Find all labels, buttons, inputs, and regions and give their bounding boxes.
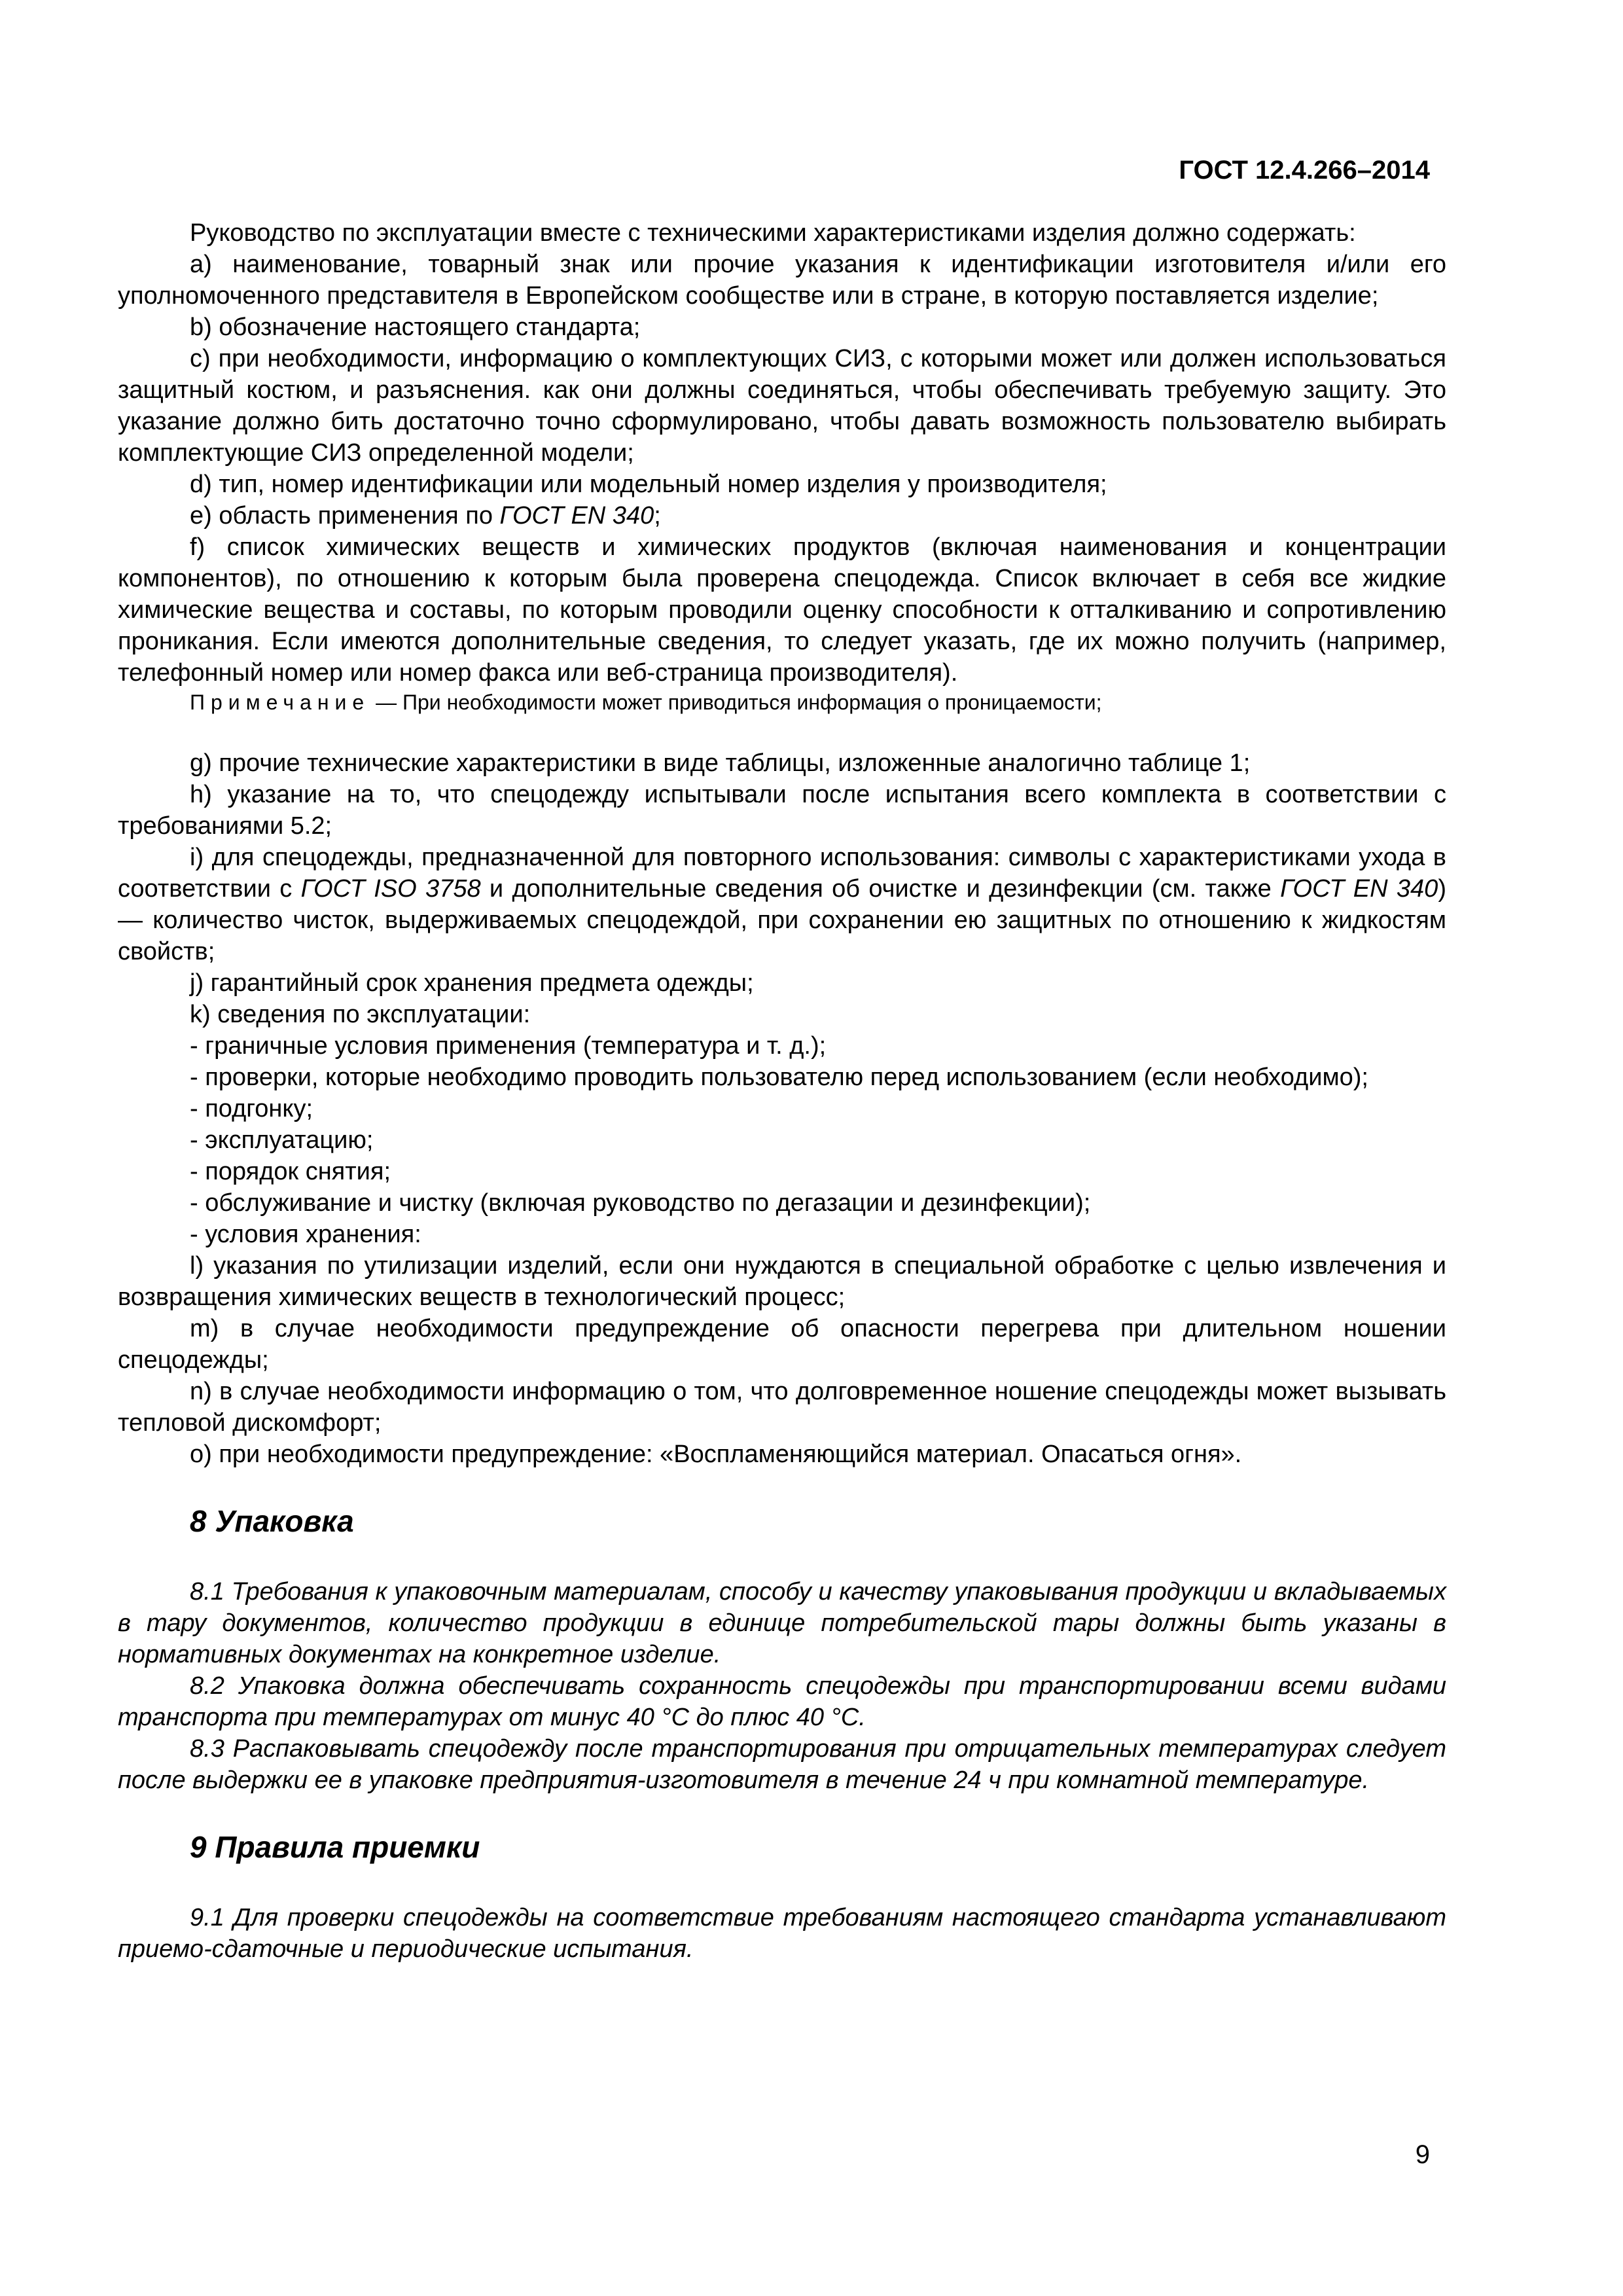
sub-item: - обслуживание и чистку (включая руководство по дегазации и дезинфекции); (190, 1189, 1091, 1217)
list-item-k: k) сведения по эксплуатации: (190, 1001, 531, 1028)
list-item-n: n) в случае необходимости информацию о том, что долговременное ношение спецодежды может вызывать тепловой дискомфорт; (118, 1378, 1446, 1437)
page-number: 9 (1415, 2140, 1430, 2169)
standard-reference: ГОСТ EN 340 (499, 502, 654, 529)
list-item-e (118, 500, 1446, 531)
list-item-g: g) прочие технические характеристики в виде таблицы, изложенные аналогично таблице 1; (190, 749, 1251, 777)
item-e-end: ; (654, 502, 661, 529)
note-text: — При необходимости может приводиться информация о проницаемости; (370, 691, 1102, 714)
standard-reference: ГОСТ EN 340 (1280, 875, 1438, 903)
list-item-m: m) в случае необходимости предупреждение об опасности перегрева при длительном ношении спецодежды; (118, 1315, 1446, 1374)
list-item-l: l) указания по утилизации изделий, если они нуждаются в специальной обработке с целью извлечения и возвращения химических веществ в технологический процесс; (118, 1252, 1446, 1311)
list-item-c: c) при необходимости, информацию о комплектующих СИЗ, с которыми может или должен использоваться защитный костюм, и разъяснения. как они должны соединяться, чтобы обеспечивать требуемую защиту. Это указание должно бить достаточно точно сформулировано, чтобы давать возможность пользователю выбирать комплектующие СИЗ определенной модели; (118, 345, 1446, 467)
document-body (118, 217, 1446, 1965)
list-item-f: f) список химических веществ и химических продуктов (включая наименования и концентрации компонентов), по отношению к которым была проверена спецодежда. Список включает в себя все жидкие химические вещества и составы, по которым проводили оценку способности к отталкиванию и сопротивлению проникания. Если имеются дополнительные сведения, то следует указать, где их можно получить (например, телефонный номер или номер факса или веб-страница производителя). (118, 533, 1446, 687)
item-i-text: i) для спецодежды, предназначенной для повторного использования: символы с характеристиками ухода в соответствии с (118, 844, 1446, 903)
sub-item: - проверки, которые необходимо проводить пользователю перед использованием (если необходимо); (190, 1064, 1368, 1091)
item-i-text-mid: и дополнительные сведения об очистке и дезинфекции (см. также (480, 875, 1281, 903)
section-9-paragraph: 9.1 Для проверки спецодежды на соответствие требованиям настоящего стандарта устанавливают приемо-сдаточные и периодические испытания. (118, 1904, 1446, 1963)
sub-item: - эксплуатацию; (190, 1126, 374, 1154)
list-item-b: b) обозначение настоящего стандарта; (190, 314, 641, 341)
sub-item: - условия хранения: (190, 1221, 421, 1248)
note-label: Примечание (190, 691, 370, 714)
list-item-o: o) при необходимости предупреждение: «Воспламеняющийся материал. Опасаться огня». (190, 1441, 1242, 1468)
note (118, 689, 1446, 716)
document-code: ГОСТ 12.4.266–2014 (1179, 156, 1430, 185)
list-item-a: а) наименование, товарный знак или прочие указания к идентификации изготовителя и/или его уполномоченного представителя в Европейском сообществе или в стране, в которую поставляется изделие; (118, 251, 1446, 310)
section-8-paragraph: 8.1 Требования к упаковочным материалам, способу и качеству упаковывания продукции и вкладываемых в тару документов, количество продукции в единице потребительской тары должны быть указаны в нормативных документах на конкретное изделие. (118, 1578, 1446, 1668)
section-9-heading: 9 Правила приемки (190, 1830, 480, 1864)
list-item-h: h) указание на то, что спецодежду испытывали после испытания всего комплекта в соответствии с требованиями 5.2; (118, 781, 1446, 840)
standard-reference: ГОСТ ISO 3758 (300, 875, 481, 903)
sub-item: - порядок снятия; (190, 1158, 391, 1185)
section-8-paragraph: 8.3 Распаковывать спецодежду после транспортирования при отрицательных температурах следует после выдержки ее в упаковке предприятия-изготовителя в течение 24 ч при комнатной температуре. (118, 1735, 1446, 1794)
section-8-paragraph: 8.2 Упаковка должна обеспечивать сохранность спецодежды при транспортировании всеми видами транспорта при температурах от минус 40 °С до плюс 40 °С. (118, 1672, 1446, 1731)
list-item-i (118, 842, 1446, 967)
list-item-j: j) гарантийный срок хранения предмета одежды; (190, 969, 754, 997)
list-item-d: d) тип, номер идентификации или модельный номер изделия у производителя; (190, 471, 1107, 498)
item-i-text-end: ) — количество чисток, выдерживаемых спецодеждой, при сохранении ею защитных по отношению к жидкостям свойств; (118, 875, 1446, 965)
item-e-text: e) область применения по (190, 502, 500, 529)
sub-item: - граничные условия применения (температура и т. д.); (190, 1032, 827, 1060)
intro-paragraph: Руководство по эксплуатации вместе с техническими характеристиками изделия должно содержать: (190, 219, 1356, 247)
sub-item: - подгонку; (190, 1095, 313, 1122)
section-8-heading: 8 Упаковка (190, 1504, 354, 1538)
